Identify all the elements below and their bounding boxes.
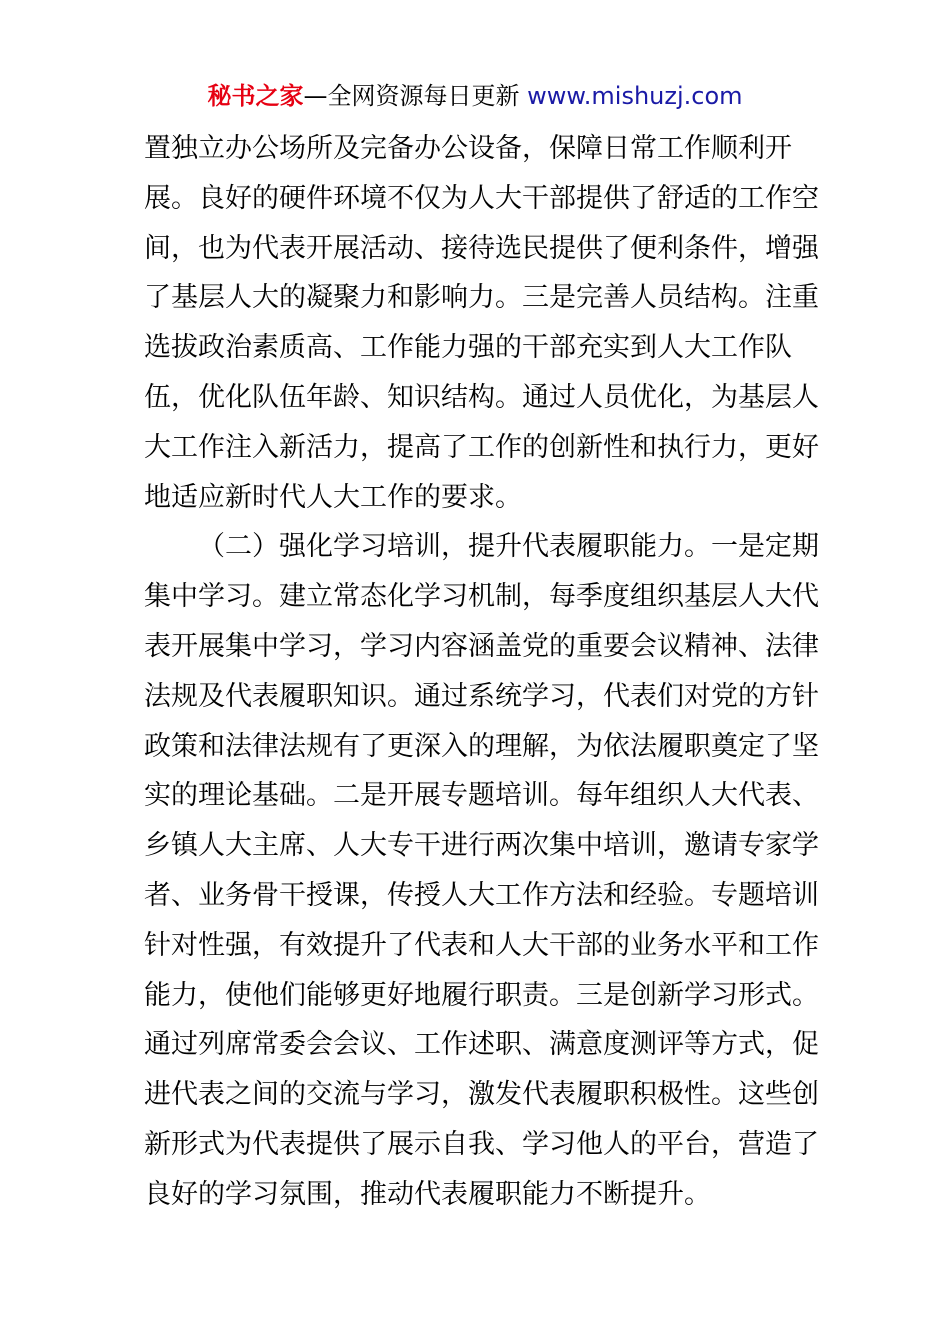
- text-line: 法规及代表履职知识。通过系统学习，代表们对党的方针: [144, 680, 819, 712]
- text-line: 良好的学习氛围，推动代表履职能力不断提升。: [144, 1178, 711, 1210]
- paragraph-1: [144, 124, 819, 522]
- text-line: 新形式为代表提供了展示自我、学习他人的平台，营造了: [144, 1128, 819, 1160]
- text-line: 通过列席常委会会议、工作述职、满意度测评等方式，促: [144, 1029, 819, 1061]
- text-line: 针对性强，有效提升了代表和人大干部的业务水平和工作: [144, 929, 819, 961]
- paragraph-2: [144, 522, 819, 1219]
- text-line: 集中学习。建立常态化学习机制，每季度组织基层人大代: [144, 581, 819, 613]
- text-line: 置独立办公场所及完备办公设备，保障日常工作顺利开: [144, 133, 792, 164]
- text-line: 政策和法律法规有了更深入的理解，为依法履职奠定了坚: [144, 730, 819, 762]
- text-line: 大工作注入新活力，提高了工作的创新性和执行力，更好: [144, 431, 819, 463]
- site-header: [0, 78, 950, 114]
- text-line: （二）强化学习培训，提升代表履职能力。一是定期: [198, 531, 819, 563]
- text-line: 乡镇人大主席、人大专干进行两次集中培训，邀请专家学: [144, 830, 819, 862]
- document-body: [144, 124, 819, 1220]
- text-line: 地适应新时代人大工作的要求。: [144, 481, 522, 513]
- text-line: 展。良好的硬件环境不仅为人大干部提供了舒适的工作空: [144, 182, 819, 214]
- text-line: 实的理论基础。二是开展专题培训。每年组织人大代表、: [144, 780, 819, 812]
- text-line: 表开展集中学习，学习内容涵盖党的重要会议精神、法律: [144, 630, 819, 662]
- text-line: 进代表之间的交流与学习，激发代表履职积极性。这些创: [144, 1079, 819, 1111]
- text-line: 选拔政治素质高、工作能力强的干部充实到人大工作队: [144, 332, 792, 364]
- text-line: 间，也为代表开展活动、接待选民提供了便利条件，增强: [144, 232, 819, 264]
- site-tagline: —全网资源每日更新: [303, 82, 528, 110]
- text-line: 能力，使他们能够更好地履行职责。三是创新学习形式。: [144, 979, 819, 1011]
- text-line: 了基层人大的凝聚力和影响力。三是完善人员结构。注重: [144, 282, 819, 314]
- text-line: 伍，优化队伍年龄、知识结构。通过人员优化，为基层人: [144, 381, 819, 413]
- site-brand: 秘书之家: [207, 82, 304, 110]
- site-url-link[interactable]: www.mishuzj.com: [527, 82, 743, 110]
- text-line: 者、业务骨干授课，传授人大工作方法和经验。专题培训: [144, 879, 819, 911]
